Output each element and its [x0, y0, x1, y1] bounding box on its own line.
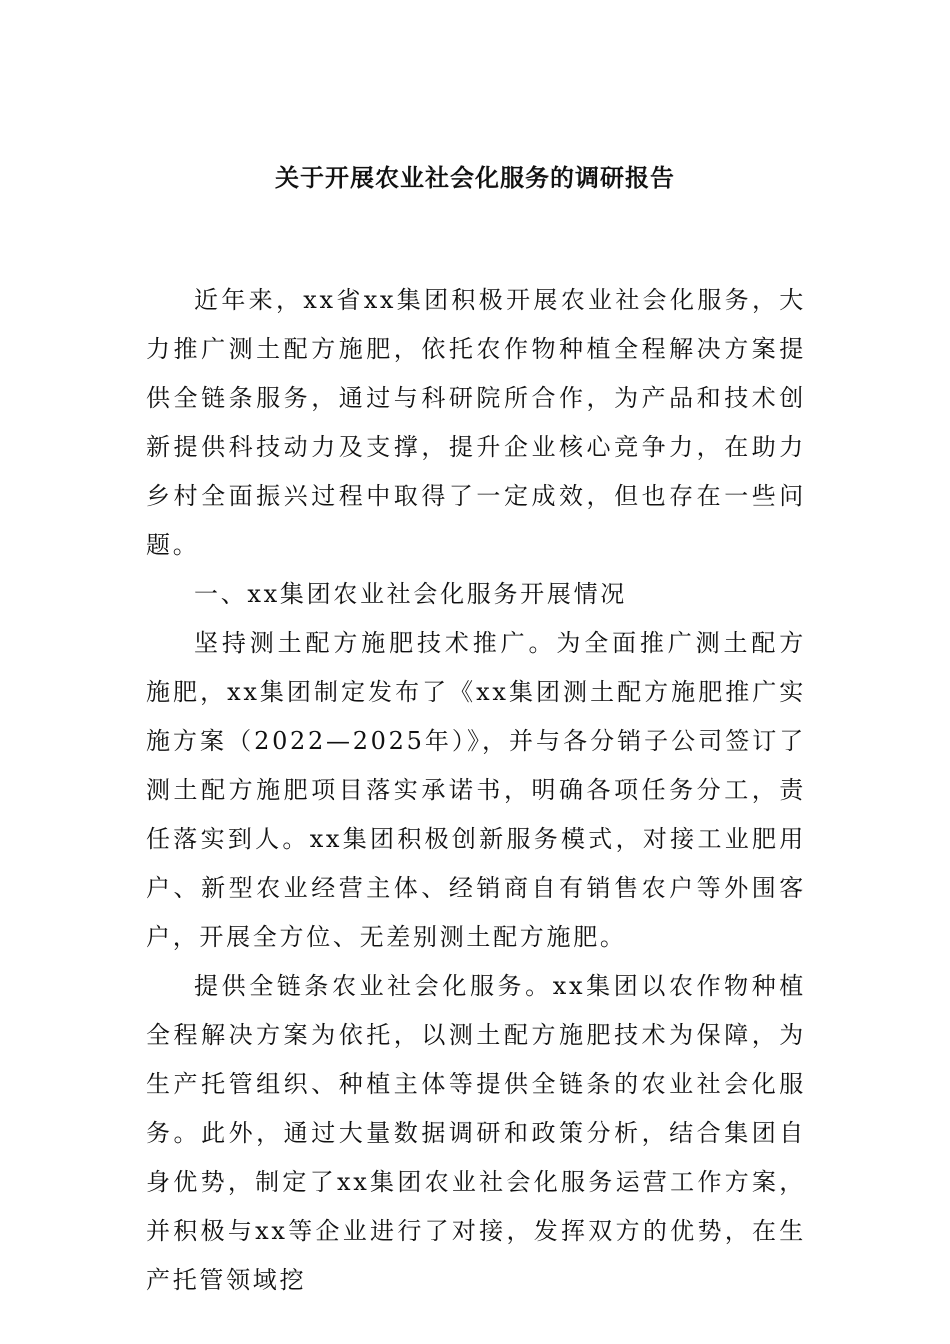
- paragraph-full-chain-service: 提供全链条农业社会化服务。xx集团以农作物种植全程解决方案为依托，以测土配方施肥技术为保障，为生产托管组织、种植主体等提供全链条的农业社会化服务。此外，通过大量数据调研和政策分析，结合集团自身优势，制定了xx集团农业社会化服务运营工作方案，并积极与xx等企业进行了对接，发挥双方的优势，在生产托管领域挖: [146, 972, 806, 1294]
- paragraph-intro: 近年来，xx省xx集团积极开展农业社会化服务，大力推广测土配方施肥，依托农作物种植全程解决方案提供全链条服务，通过与科研院所合作，为产品和技术创新提供科技动力及支撑，提升企业核心竞争力，在助力乡村全面振兴过程中取得了一定成效，但也存在一些问题。: [146, 286, 806, 559]
- document-body: [146, 276, 806, 1305]
- paragraph-soil-testing: 坚持测土配方施肥技术推广。为全面推广测土配方施肥，xx集团制定发布了《xx集团测土配方施肥推广实施方案（2022—2025年）》，并与各分销子公司签订了测土配方施肥项目落实承诺书，明确各项任务分工，责任落实到人。xx集团积极创新服务模式，对接工业肥用户、新型农业经营主体、经销商自有销售农户等外围客户，开展全方位、无差别测土配方施肥。: [146, 629, 806, 951]
- document-title: 关于开展农业社会化服务的调研报告: [275, 163, 675, 192]
- section-heading: 一、xx集团农业社会化服务开展情况: [194, 580, 627, 608]
